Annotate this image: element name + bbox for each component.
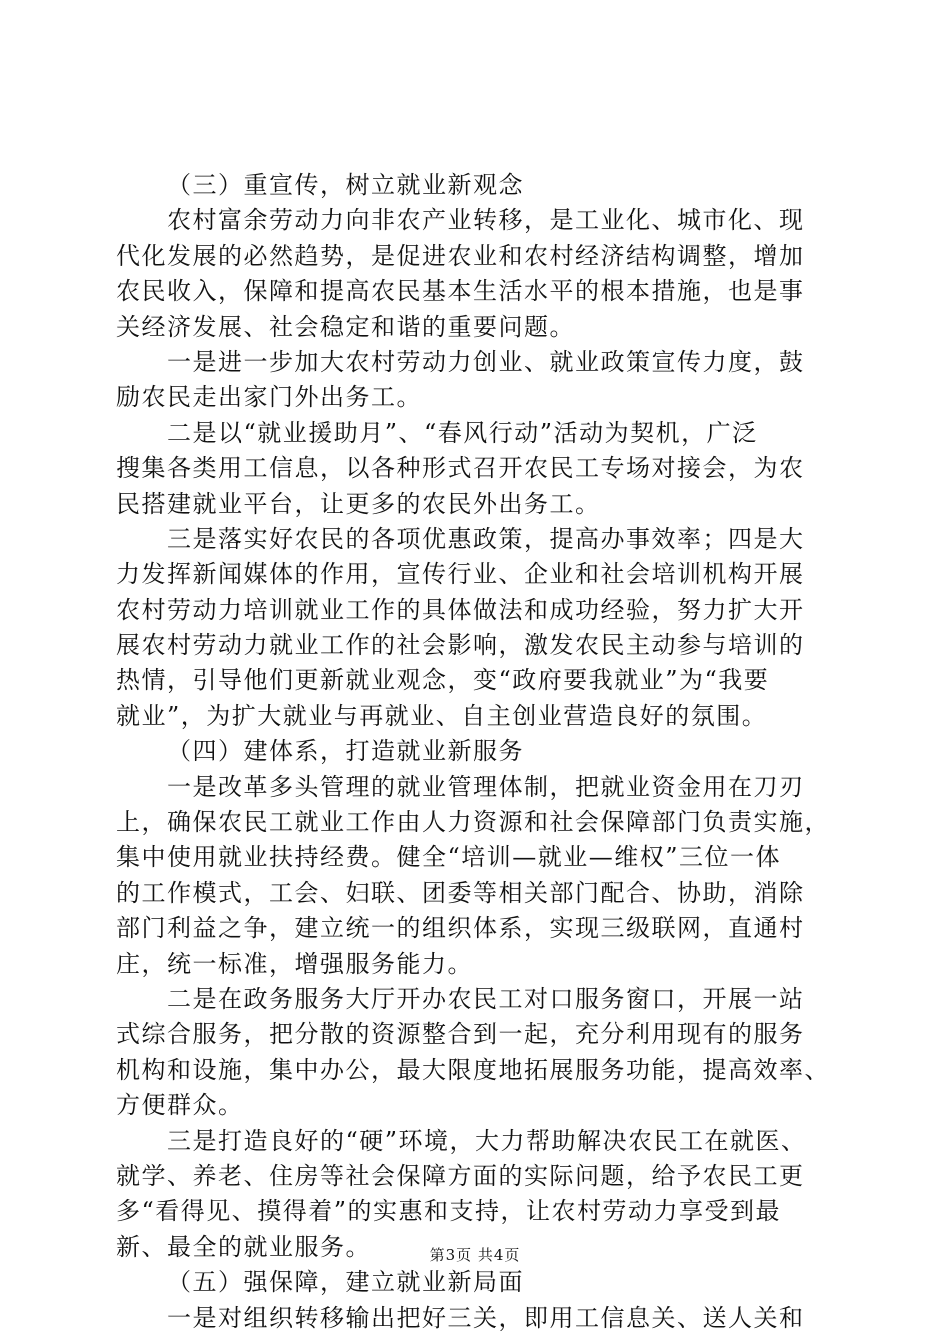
paragraph-line: 方便群众。 [116,1091,244,1120]
paragraph-line: 力发挥新闻媒体的作用，宣传行业、企业和社会培训机构开展 [116,560,805,589]
paragraph-line: 关经济发展、社会稳定和谐的重要问题。 [116,312,575,341]
paragraph-line: 搜集各类用工信息，以各种形式召开农民工专场对接会，为农 [116,454,805,483]
paragraph-first-line: 农村富余劳动力向非农产业转移，是工业化、城市化、现 [167,206,805,235]
paragraph-line: 集中使用就业扶持经费。健全“培训—就业—维权”三位一体 [116,843,782,872]
paragraph-line: 式综合服务，把分散的资源整合到一起，充分利用现有的服务 [116,1020,805,1049]
paragraph-first-line: 一是对组织转移输出把好三关，即用工信息关、送人关和 [167,1303,805,1332]
paragraph-line: 励农民走出家门外出务工。 [116,383,422,412]
paragraph-first-line: 三是落实好农民的各项优惠政策，提高办事效率；四是大 [167,524,805,553]
document-body [116,168,836,1336]
paragraph-line: 民搭建就业平台，让更多的农民外出务工。 [116,489,601,518]
paragraph-line: 展农村劳动力就业工作的社会影响，激发农民主动参与培训的 [116,631,805,660]
paragraph-line: 就业”，为扩大就业与再就业、自主创业营造良好的氛围。 [116,701,768,730]
paragraph-first-line: 二是以“就业援助月”、“春风行动”活动为契机，广泛 [167,418,758,447]
paragraph-first-line: （四）建体系，打造就业新服务 [167,737,524,766]
paragraph-first-line: （五）强保障，建立就业新局面 [167,1268,524,1297]
paragraph-line: 农民收入，保障和提高农民基本生活水平的根本措施，也是事 [116,277,805,306]
paragraph-line: 上，确保农民工就业工作由人力资源和社会保障部门负责实施， [116,808,830,837]
paragraph-line: 热情，引导他们更新就业观念，变“政府要我就业”为“我要 [116,666,770,695]
paragraph-line: 代化发展的必然趋势，是促进农业和农村经济结构调整，增加 [116,241,805,270]
paragraph-first-line: 二是在政务服务大厅开办农民工对口服务窗口，开展一站 [167,984,805,1013]
paragraph-line: 的工作模式，工会、妇联、团委等相关部门配合、协助，消除 [116,878,805,907]
paragraph-line: 新、最全的就业服务。 [116,1232,371,1261]
paragraph-first-line: 一是改革多头管理的就业管理体制，把就业资金用在刀刃 [167,772,805,801]
paragraph-line: 就学、养老、住房等社会保障方面的实际问题，给予农民工更 [116,1161,805,1190]
paragraph-line: 多“看得见、摸得着”的实惠和支持，让农村劳动力享受到最 [116,1197,782,1226]
paragraph-line: 庄，统一标准，增强服务能力。 [116,949,473,978]
paragraph-line: 机构和设施，集中办公，最大限度地拓展服务功能，提高效率、 [116,1055,830,1084]
page-footer: 第3页 共4页 [429,1246,521,1264]
paragraph-first-line: 三是打造良好的“硬”环境，大力帮助解决农民工在就医、 [167,1126,807,1155]
paragraph-first-line: 一是进一步加大农村劳动力创业、就业政策宣传力度，鼓 [167,347,805,376]
paragraph-line: 部门利益之争，建立统一的组织体系，实现三级联网，直通村 [116,914,805,943]
paragraph-first-line: （三）重宣传，树立就业新观念 [167,171,524,199]
paragraph-line: 农村劳动力培训就业工作的具体做法和成功经验，努力扩大开 [116,595,805,624]
